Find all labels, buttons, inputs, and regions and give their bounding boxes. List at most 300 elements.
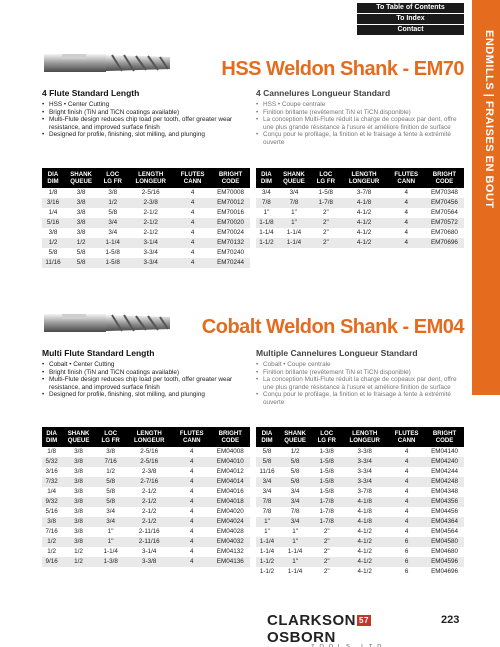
cell-dia: 1"	[264, 528, 270, 536]
cell-flutes: 6	[388, 537, 425, 547]
table-row	[42, 547, 250, 557]
table-row	[42, 507, 250, 517]
cell-length: 2-3/8	[127, 198, 174, 208]
cell-length: 4-1/8	[341, 198, 388, 208]
cell-loc: 1-5/8	[105, 249, 120, 257]
cell-shank: 5/8	[290, 468, 300, 476]
cell-shank: 3/8	[74, 468, 83, 476]
cell-dia: 7/32	[42, 477, 61, 487]
cell-code: EM04020	[216, 508, 244, 516]
cell-dia: 3/4	[256, 477, 278, 487]
cell-shank: 3/8	[61, 497, 96, 507]
cell-dia: 7/8	[256, 497, 278, 507]
cell-code: EM04014	[211, 477, 250, 487]
cell-shank: 3/8	[61, 517, 96, 527]
cell-code: EM70680	[430, 229, 458, 237]
cell-length: 3-1/4	[142, 548, 157, 556]
cell-shank: 3/4	[278, 517, 312, 527]
cell-dia: 1-1/4	[259, 229, 274, 237]
cell-loc: 1/2	[106, 468, 116, 476]
cell-shank: 3/8	[74, 448, 83, 456]
table-row	[256, 537, 464, 547]
cell-flutes: 4	[404, 488, 409, 496]
cell-shank: 1-1/4	[277, 238, 311, 248]
feature-item: • Multi-Flute design reduces chip load per tooth, offer greater wear resistance, and improved surface finish	[42, 376, 250, 391]
column-header-shank: SHANK QUEUE	[64, 168, 98, 188]
table-row	[42, 477, 250, 487]
cell-loc: 7/16	[96, 457, 126, 467]
cell-dia: 1-1/8	[256, 218, 277, 228]
cell-dia: 1-1/2	[256, 557, 278, 567]
cell-dia: 5/16	[45, 508, 58, 516]
cell-loc: 1-3/8	[96, 557, 126, 567]
cell-loc: 1"	[96, 537, 126, 547]
cell-dia: 1-1/2	[256, 238, 277, 248]
cell-code: EM04580	[425, 537, 464, 547]
cell-code: EM04012	[216, 468, 244, 476]
table-row	[42, 198, 250, 208]
cell-shank: 3/8	[74, 488, 83, 496]
cell-length: 2-1/2	[126, 497, 173, 507]
features-en-em04	[42, 348, 250, 399]
cell-code: EM04364	[425, 517, 464, 527]
cell-shank: 7/8	[290, 508, 300, 516]
features-en-em70	[42, 88, 250, 139]
cell-code: EM04248	[425, 477, 464, 487]
cell-flutes: 4	[174, 238, 211, 248]
column-header-loc: LOC LG FR	[98, 168, 127, 188]
cell-flutes: 4	[190, 249, 195, 257]
cell-flutes: 4	[190, 189, 195, 197]
cell-dia: 5/16	[42, 218, 64, 228]
column-header-flutes: FLUTES CANN	[174, 168, 211, 188]
page-number: 223	[441, 614, 460, 626]
cell-loc: 3/4	[108, 229, 118, 237]
cell-code: EM70244	[211, 258, 250, 268]
cell-length: 4-1/2	[357, 548, 372, 556]
features-fr-em04	[256, 348, 464, 407]
column-header-code: BRIGHT CODE	[211, 168, 250, 188]
feature-item: • Designed for profile, finishing, slot milling, and plunging	[42, 131, 250, 139]
cell-length: 4-1/2	[341, 238, 388, 248]
cell-flutes: 4	[174, 218, 211, 228]
column-header-length: LENGTH LONGEUR	[126, 427, 173, 447]
column-header-shank: SHANK QUEUE	[278, 427, 312, 447]
cell-dia: 5/8	[48, 249, 58, 257]
column-header-dia: DIA DIM	[256, 427, 278, 447]
table-row	[256, 188, 464, 198]
cell-shank: 5/8	[76, 249, 86, 257]
table-row	[256, 567, 464, 577]
column-header-dia: DIA DIM	[42, 427, 61, 447]
cell-shank: 1"	[277, 218, 311, 228]
cell-code: EM04244	[431, 468, 459, 476]
table-row	[42, 208, 250, 218]
cell-code: EM04032	[211, 537, 250, 547]
cell-dia: 1/8	[48, 189, 58, 197]
table-row	[42, 497, 250, 507]
cell-loc: 1-3/8	[319, 448, 334, 456]
table-row	[42, 447, 250, 457]
cell-shank: 1"	[291, 209, 297, 217]
cell-loc: 1-5/8	[312, 477, 341, 487]
cell-dia: 7/8	[256, 198, 277, 208]
column-header-code: BRIGHT CODE	[211, 427, 250, 447]
spec-table-em04-left	[42, 427, 250, 567]
feature-item: • Finition brillante (revêtement TiN et TiCN disponible)	[256, 369, 464, 377]
cell-dia: 3/8	[48, 229, 58, 237]
cell-length: 2-7/16	[126, 477, 173, 487]
cell-loc: 2"	[322, 229, 329, 237]
logo-text-left: CLARKSON	[267, 612, 356, 629]
column-header-length: LENGTH LONGEUR	[341, 427, 388, 447]
cell-dia: 5/32	[42, 457, 61, 467]
cell-code: EM70696	[425, 238, 464, 248]
feature-item: • Cobalt • Coupe centrale	[256, 361, 464, 369]
cell-code: EM70008	[217, 189, 245, 197]
cell-flutes: 4	[190, 488, 194, 496]
cell-dia: 5/8	[256, 457, 278, 467]
cell-dia: 1/2	[42, 238, 64, 248]
cell-flutes: 4	[173, 517, 211, 527]
cell-length: 4-1/2	[356, 209, 372, 217]
cell-length: 2-5/16	[126, 457, 173, 467]
cell-code: EM04680	[431, 548, 459, 556]
endmill-graphic	[42, 48, 172, 78]
cell-flutes: 4	[388, 238, 425, 248]
cell-loc: 1-7/8	[312, 497, 341, 507]
cell-shank: 7/8	[277, 198, 311, 208]
cell-length: 3-3/4	[341, 477, 388, 487]
cell-loc: 2"	[323, 528, 330, 536]
table-row	[42, 218, 250, 228]
cell-flutes: 4	[388, 497, 425, 507]
cell-loc: 2"	[312, 557, 341, 567]
company-logo	[267, 612, 437, 647]
logo-mark: 57	[359, 616, 369, 625]
cell-dia: 1-1/2	[259, 568, 275, 576]
cell-dia: 1/4	[47, 488, 56, 496]
cell-code: EM70016	[217, 209, 245, 217]
cell-shank: 1"	[292, 528, 298, 536]
cell-dia: 1"	[256, 517, 278, 527]
table-row	[42, 248, 250, 258]
cell-shank: 1-1/4	[287, 568, 303, 576]
table-row	[42, 238, 250, 248]
cell-shank: 1"	[278, 537, 312, 547]
cell-length: 4-1/2	[357, 528, 372, 536]
cell-loc: 1-5/8	[98, 258, 127, 268]
cell-flutes: 4	[404, 189, 408, 197]
cell-code: EM04136	[211, 557, 250, 567]
cell-shank: 1-1/4	[287, 548, 303, 556]
feature-item: • Cobalt • Center Cutting	[42, 361, 250, 369]
features-fr-em70	[256, 88, 464, 147]
cell-loc: 1-7/8	[312, 517, 341, 527]
features-heading: 4 Cannelures Longueur Standard	[256, 88, 391, 98]
cell-flutes: 4	[388, 457, 425, 467]
cell-code: EM70020	[211, 218, 250, 228]
cell-length: 3-3/8	[126, 557, 173, 567]
cell-flutes: 4	[190, 229, 195, 237]
table-row	[256, 477, 464, 487]
table-row	[256, 557, 464, 567]
cell-loc: 2"	[322, 209, 329, 217]
cell-flutes: 4	[173, 557, 211, 567]
cell-shank: 3/8	[76, 229, 86, 237]
cell-loc: 1-1/4	[98, 238, 127, 248]
side-tab-label: ENDMILLS | FRAISES EN BOUT	[483, 30, 495, 209]
feature-item: • La conception Multi-Flute réduit la charge de copeaux par dent, offre une plus grande résistance à l'usure et améliore finition de surface	[256, 376, 464, 391]
cell-code: EM70024	[217, 229, 245, 237]
cell-flutes: 4	[190, 548, 194, 556]
cell-dia: 1/2	[42, 537, 61, 547]
endmill-image-cobalt	[42, 308, 172, 338]
cell-flutes: 4	[404, 468, 409, 476]
cell-loc: 5/8	[108, 209, 118, 217]
table-row	[42, 467, 250, 477]
table-header-row	[256, 168, 464, 188]
cell-length: 2-1/2	[126, 517, 173, 527]
table-row	[256, 497, 464, 507]
cell-code: EM70456	[425, 198, 464, 208]
column-header-flutes: FLUTES CANN	[173, 427, 211, 447]
cell-code: EM04240	[425, 457, 464, 467]
cell-flutes: 4	[404, 528, 409, 536]
column-header-dia: DIA DIM	[256, 168, 277, 188]
cell-flutes: 4	[174, 258, 211, 268]
column-header-flutes: FLUTES CANN	[388, 168, 425, 188]
cell-shank: 3/8	[64, 198, 98, 208]
cell-dia: 1/8	[47, 448, 56, 456]
cell-shank: 1-1/4	[286, 229, 302, 237]
cell-flutes: 6	[404, 568, 409, 576]
cell-flutes: 4	[404, 229, 408, 237]
cell-loc: 2"	[323, 548, 330, 556]
cell-code: EM70240	[217, 249, 245, 257]
cell-flutes: 4	[404, 508, 409, 516]
spec-table-em70-left	[42, 168, 250, 268]
cell-dia: 3/4	[262, 488, 272, 496]
table-row	[42, 188, 250, 198]
cell-dia: 1-1/4	[259, 548, 275, 556]
cell-loc: 1"	[107, 528, 114, 536]
table-header-row	[256, 427, 464, 447]
cell-loc: 1-7/8	[311, 198, 340, 208]
feature-item: • Finition brillante (revêtement TiN et TiCN disponible)	[256, 109, 464, 117]
cell-length: 2-1/2	[142, 508, 157, 516]
cell-shank: 5/8	[278, 457, 312, 467]
cell-code: EM04140	[431, 448, 459, 456]
column-header-loc: LOC LG FR	[311, 168, 340, 188]
cell-loc: 1-5/8	[319, 468, 334, 476]
cell-dia: 9/32	[42, 497, 61, 507]
cell-flutes: 4	[388, 477, 425, 487]
table-row	[256, 527, 464, 537]
cell-length: 3-3/4	[143, 249, 158, 257]
cell-flutes: 4	[173, 457, 211, 467]
feature-item: • La conception Multi-Flute réduit la charge de copeaux par dent, offre une plus grande résistance à l'usure et améliore finition de surface	[256, 116, 464, 131]
table-row	[256, 517, 464, 527]
cell-code: EM70012	[211, 198, 250, 208]
endmill-image-hss	[42, 48, 172, 78]
table-row	[42, 527, 250, 537]
table-row	[256, 218, 464, 228]
table-row	[256, 457, 464, 467]
cell-length: 2-11/16	[126, 537, 173, 547]
cell-loc: 1/2	[98, 198, 127, 208]
cell-shank: 3/8	[74, 508, 83, 516]
table-row	[42, 457, 250, 467]
cell-dia: 11/16	[259, 468, 275, 476]
cell-dia: 11/16	[42, 258, 64, 268]
cell-length: 4-1/2	[341, 557, 388, 567]
logo-subtitle: TOOLS LTD.	[311, 644, 393, 647]
cell-loc: 1-5/8	[312, 457, 341, 467]
cell-length: 3-7/8	[356, 189, 372, 197]
cell-shank: 5/8	[64, 258, 98, 268]
cell-length: 2-1/2	[143, 209, 158, 217]
cell-length: 3-3/4	[357, 468, 372, 476]
cell-loc: 3/4	[96, 517, 126, 527]
cell-length: 2-5/16	[141, 189, 160, 197]
cell-loc: 1-5/8	[319, 488, 334, 496]
table-row	[42, 557, 250, 567]
cell-code: EM04132	[216, 548, 244, 556]
logo-text-right: OSBORN	[267, 629, 336, 646]
table-header-row	[42, 427, 250, 447]
side-tab	[472, 0, 500, 395]
index-link[interactable]: To Index	[357, 14, 464, 24]
table-header-row	[42, 168, 250, 188]
cell-code: EM04348	[431, 488, 459, 496]
table-row	[42, 487, 250, 497]
cell-loc: 2"	[312, 537, 341, 547]
cell-code: EM04596	[425, 557, 464, 567]
cell-code: EM70572	[425, 218, 464, 228]
cell-code: EM70132	[211, 238, 250, 248]
cell-dia: 3/16	[42, 198, 64, 208]
cell-code: EM04010	[211, 457, 250, 467]
cell-flutes: 4	[190, 468, 194, 476]
cell-flutes: 4	[174, 198, 211, 208]
feature-item: • HSS • Coupe centrale	[256, 101, 464, 109]
cell-shank: 3/4	[289, 189, 299, 197]
cell-flutes: 4	[404, 209, 408, 217]
cell-dia: 7/8	[262, 508, 272, 516]
column-header-code: BRIGHT CODE	[425, 427, 464, 447]
column-header-length: LENGTH LONGEUR	[341, 168, 388, 188]
section-title-em70: HSS Weldon Shank - EM70	[221, 58, 464, 80]
cell-code: EM04564	[431, 528, 459, 536]
cell-length: 3-3/8	[357, 448, 372, 456]
cell-shank: 3/8	[76, 189, 86, 197]
features-heading: Multi Flute Standard Length	[42, 348, 155, 358]
spec-table-em04-right	[256, 427, 464, 577]
cell-flutes: 4	[173, 477, 211, 487]
table-row	[42, 517, 250, 527]
cell-flutes: 4	[388, 517, 425, 527]
column-header-loc: LOC LG FR	[312, 427, 341, 447]
table-row	[256, 547, 464, 557]
column-header-flutes: FLUTES CANN	[388, 427, 425, 447]
cell-code: EM04028	[216, 528, 244, 536]
column-header-loc: LOC LG FR	[96, 427, 126, 447]
features-heading: Multiple Cannelures Longueur Standard	[256, 348, 418, 358]
cell-length: 2-1/2	[127, 218, 174, 228]
cell-length: 2-11/16	[138, 528, 160, 536]
cell-flutes: 4	[190, 528, 194, 536]
cell-shank: 1"	[278, 557, 312, 567]
contact-link[interactable]: Contact	[357, 25, 464, 35]
cell-shank: 3/8	[61, 457, 96, 467]
cell-length: 2-1/2	[142, 488, 157, 496]
cell-shank: 1/2	[290, 448, 300, 456]
table-row	[256, 487, 464, 497]
feature-item: • HSS • Center Cutting	[42, 101, 250, 109]
cell-length: 3-1/4	[127, 238, 174, 248]
cell-dia: 3/4	[262, 189, 271, 197]
cell-flutes: 6	[388, 557, 425, 567]
cell-flutes: 4	[190, 209, 195, 217]
cell-loc: 3/4	[98, 218, 127, 228]
feature-item: • Conçu pour le profilage, la finition et le fraisage à fente à extrémité ouverte	[256, 131, 464, 146]
cell-length: 4-1/2	[341, 537, 388, 547]
cell-length: 3-7/8	[357, 488, 372, 496]
cell-code: EM04008	[216, 448, 244, 456]
toc-link[interactable]: To Table of Contents	[357, 3, 464, 13]
cell-loc: 1-7/8	[319, 508, 334, 516]
cell-flutes: 4	[388, 198, 425, 208]
table-row	[256, 447, 464, 457]
cell-shank: 3/8	[61, 477, 96, 487]
cell-dia: 3/16	[45, 468, 58, 476]
cell-length: 4-1/2	[341, 218, 388, 228]
feature-item: • Conçu pour le profilage, la finition et le fraisage à fente à extrémité ouverte	[256, 391, 464, 406]
cell-length: 4-1/2	[357, 568, 372, 576]
table-row	[42, 537, 250, 547]
top-nav	[357, 3, 464, 36]
endmill-graphic	[42, 308, 172, 338]
feature-item: • Bright finish (TiN and TiCN coatings available)	[42, 369, 250, 377]
cell-shank: 1/2	[64, 238, 98, 248]
cell-loc: 2"	[323, 568, 330, 576]
cell-flutes: 4	[404, 448, 409, 456]
cell-code: EM04016	[216, 488, 244, 496]
cell-flutes: 4	[190, 508, 194, 516]
table-row	[256, 198, 464, 208]
cell-dia: 5/8	[262, 448, 272, 456]
cell-loc: 1-1/4	[103, 548, 118, 556]
column-header-shank: SHANK QUEUE	[61, 427, 96, 447]
cell-flutes: 4	[173, 497, 211, 507]
column-header-shank: SHANK QUEUE	[277, 168, 311, 188]
section-title-em04: Cobalt Weldon Shank - EM04	[201, 316, 464, 338]
cell-dia: 7/16	[45, 528, 58, 536]
cell-length: 4-1/8	[341, 497, 388, 507]
cell-shank: 3/8	[74, 528, 83, 536]
cell-length: 2-3/8	[142, 468, 157, 476]
cell-length: 3-3/4	[341, 457, 388, 467]
features-heading: 4 Flute Standard Length	[42, 88, 140, 98]
cell-shank: 3/8	[76, 209, 86, 217]
cell-length: 2-1/2	[143, 229, 158, 237]
cell-shank: 5/8	[278, 477, 312, 487]
spec-table-em70-right	[256, 168, 464, 248]
cell-loc: 5/8	[96, 477, 126, 487]
cell-code: EM04024	[211, 517, 250, 527]
table-row	[256, 238, 464, 248]
